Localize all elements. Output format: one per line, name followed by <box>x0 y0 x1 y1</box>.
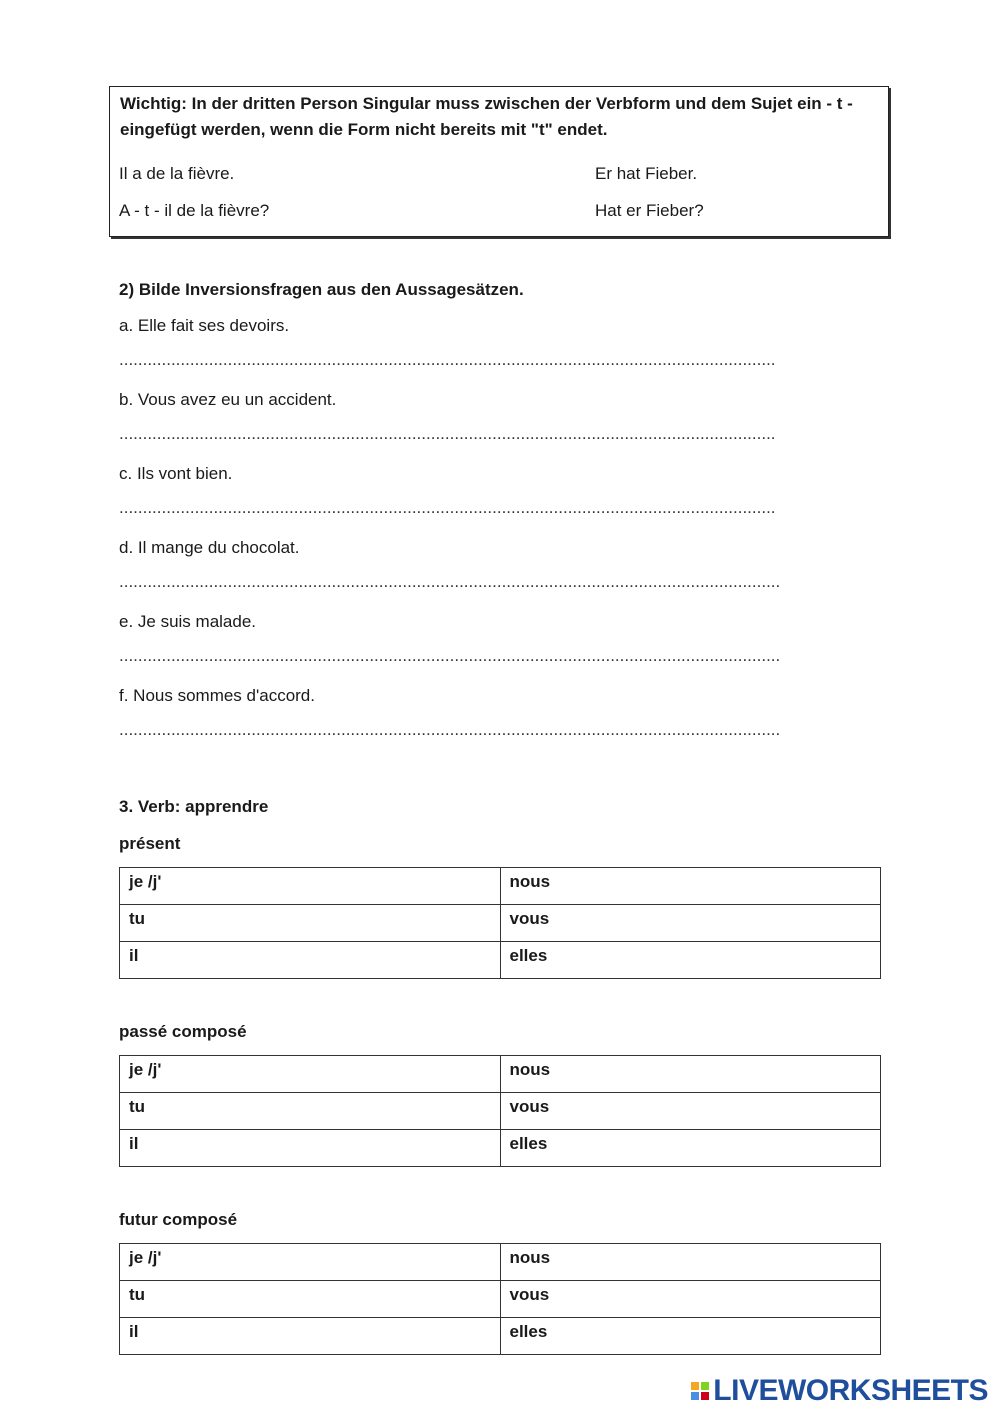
table-cell[interactable]: vous <box>500 1093 881 1130</box>
table-cell[interactable]: tu <box>120 1281 501 1318</box>
table-cell[interactable]: il <box>120 1130 501 1167</box>
table-row <box>120 1281 881 1318</box>
answer-line-f[interactable]: ............................................................................................................................................ <box>119 720 781 739</box>
conjugation-table-passe-compose <box>119 1055 881 1167</box>
conjugation-table-present <box>119 867 881 979</box>
table-cell[interactable]: elles <box>500 1318 881 1355</box>
table-cell[interactable]: nous <box>500 1244 881 1281</box>
table-cell[interactable]: elles <box>500 942 881 979</box>
answer-line-c[interactable]: ........................................................................................................................................... <box>119 498 776 517</box>
example-de-2: Hat er Fieber? <box>595 201 704 220</box>
logo-text: LIVEWORKSHEETS <box>713 1374 988 1407</box>
tense-label-futur-compose: futur composé <box>119 1210 238 1229</box>
exercise2-item-a: a. Elle fait ses devoirs. <box>119 316 290 335</box>
table-cell[interactable]: il <box>120 942 501 979</box>
tense-label-present: présent <box>119 834 181 853</box>
example-fr-2: A - t - il de la fièvre? <box>119 201 270 220</box>
table-cell[interactable]: je /j' <box>120 1244 501 1281</box>
logo-mark-icon <box>691 1382 709 1400</box>
table-row <box>120 868 881 905</box>
note-text: Wichtig: In der dritten Person Singular muss zwischen der Verbform und dem Sujet ein - t - eingefügt werden, wenn die Form nicht bereits mit "t" endet. <box>120 94 853 139</box>
logo-square <box>701 1382 709 1390</box>
logo-square <box>691 1392 699 1400</box>
liveworksheets-logo <box>691 1374 988 1408</box>
table-cell[interactable]: vous <box>500 1281 881 1318</box>
answer-line-e[interactable]: ............................................................................................................................................ <box>119 646 781 665</box>
note-box <box>109 86 889 237</box>
table-cell[interactable]: nous <box>500 1056 881 1093</box>
table-cell[interactable]: il <box>120 1318 501 1355</box>
answer-line-b[interactable]: ........................................................................................................................................... <box>119 424 776 443</box>
logo-square <box>691 1382 699 1390</box>
conjugation-table-futur-compose <box>119 1243 881 1355</box>
answer-line-a[interactable]: ........................................................................................................................................... <box>119 350 776 369</box>
logo-square <box>701 1392 709 1400</box>
table-cell[interactable]: tu <box>120 1093 501 1130</box>
exercise2-item-b: b. Vous avez eu un accident. <box>119 390 337 409</box>
table-cell[interactable]: nous <box>500 868 881 905</box>
table-cell[interactable]: elles <box>500 1130 881 1167</box>
exercise3-title: 3. Verb: apprendre <box>119 797 269 816</box>
table-cell[interactable]: je /j' <box>120 1056 501 1093</box>
example-fr-1: Il a de la fièvre. <box>119 164 235 183</box>
table-row <box>120 905 881 942</box>
table-row <box>120 1056 881 1093</box>
exercise2-item-d: d. Il mange du chocolat. <box>119 538 300 557</box>
table-row <box>120 1244 881 1281</box>
table-row <box>120 1093 881 1130</box>
exercise2-item-e: e. Je suis malade. <box>119 612 257 631</box>
tense-label-passe-compose: passé composé <box>119 1022 247 1041</box>
table-row <box>120 1318 881 1355</box>
table-cell[interactable]: vous <box>500 905 881 942</box>
exercise2-title: 2) Bilde Inversionsfragen aus den Aussagesätzen. <box>119 280 524 299</box>
table-row <box>120 942 881 979</box>
table-cell[interactable]: tu <box>120 905 501 942</box>
table-cell[interactable]: je /j' <box>120 868 501 905</box>
exercise2-item-c: c. Ils vont bien. <box>119 464 233 483</box>
example-de-1: Er hat Fieber. <box>595 164 698 183</box>
table-row <box>120 1130 881 1167</box>
exercise2-item-f: f. Nous sommes d'accord. <box>119 686 315 705</box>
answer-line-d[interactable]: ............................................................................................................................................ <box>119 572 781 591</box>
